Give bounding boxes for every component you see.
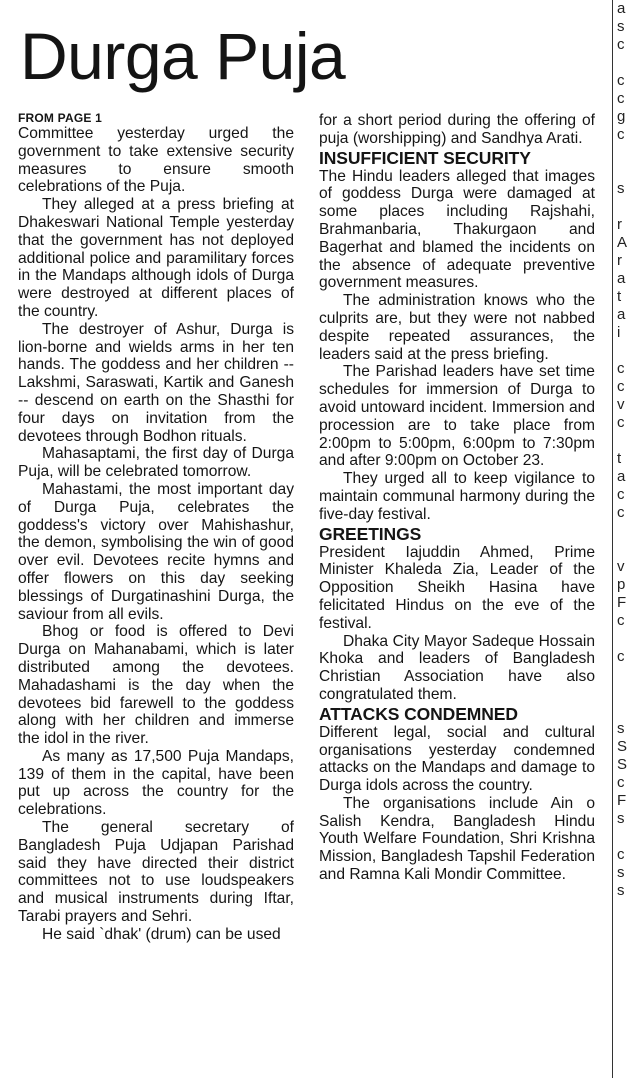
edge-letter [617,342,623,360]
continued-from-label: FROM PAGE 1 [18,111,102,125]
edge-letter: c [617,414,625,431]
edge-letter: c [617,774,625,791]
edge-letter: t [617,288,622,305]
paragraph: Mahasaptami, the first day of Durga Puja, will be celebrated tomorrow. [18,445,294,481]
edge-letter: s [617,864,625,881]
edge-letter: c [617,504,625,521]
edge-letter: c [617,612,625,629]
edge-letter: v [617,558,625,575]
paragraph: Different legal, social and cultural organisations yesterday condemned attacks on the Mandaps and damage to Durga idols across the country. [319,723,595,795]
paragraph: He said `dhak' (drum) can be used [42,925,281,943]
article-column-right [319,112,595,884]
edge-letter [617,522,623,540]
edge-letter: s [617,18,625,35]
edge-letter: c [617,90,625,107]
edge-letter [617,702,623,720]
edge-letter [617,828,623,846]
edge-letter: F [617,792,627,809]
section-heading: ATTACKS CONDEMNED [319,703,518,724]
paragraph: They urged all to keep vigilance to maintain communal harmony during the five-day festival. [319,470,595,523]
edge-letter: p [617,576,626,593]
edge-letter [617,162,623,180]
article-column-left [18,112,294,944]
section-heading: GREETINGS [319,523,422,544]
edge-letter: F [617,594,627,611]
section-heading: INSUFFICIENT SECURITY [319,147,531,168]
edge-letter: A [617,234,627,251]
paragraph: As many as 17,500 Puja Mandaps, 139 of them in the capital, have been put up across the country for the celebrations. [18,747,294,819]
edge-letter: c [617,846,625,863]
edge-letter: t [617,450,622,467]
edge-letter: S [617,756,627,773]
edge-letter: a [617,270,626,287]
edge-letter: a [617,306,626,323]
paragraph: The destroyer of Ashur, Durga is lion-borne and wields arms in her ten hands. The goddess and her children -- Lakshmi, Saraswati, Kartik and Ganesh -- descend on earth on the Shasthi for four days on invitation from the devotees through Bodhon rituals. [18,320,294,445]
edge-letter: a [617,0,626,17]
edge-letter: i [617,324,621,341]
edge-letter: a [617,468,626,485]
paragraph: for a short period during the offering of puja (worshipping) and Sandhya Arati. [319,112,595,147]
paragraph: Dhaka City Mayor Sadeque Hossain Khoka and leaders of Bangladesh Christian Association have also congratulated them. [319,632,595,703]
edge-letter: c [617,126,625,143]
edge-letter [617,144,623,162]
edge-letter [617,540,623,558]
edge-letter: c [617,72,625,89]
paragraph: President Iajuddin Ahmed, Prime Minister Khaleda Zia, Leader of the Opposition Sheikh Hasina have felicitated Hindus on the eve of the festival. [319,543,595,632]
edge-letter [617,666,623,684]
edge-letter: c [617,486,625,503]
edge-letter: s [617,720,625,737]
column-divider [612,0,613,1078]
headline: Durga Puja [20,19,346,93]
paragraph: Mahastami, the most important day of Durga Puja, celebrates the goddess's victory over Mahishashur, the demon, symbolising the win of good over evil. Devotees recite hymns and offer flowers on this day seeking blessings of Durgatinashini Durga, the saviour from all evils. [18,480,294,623]
edge-letter: r [617,252,622,269]
edge-letter [617,684,623,702]
edge-letter: s [617,882,625,899]
edge-letter: s [617,810,625,827]
paragraph: The Hindu leaders alleged that images of goddess Durga were damaged at some places including Rajshahi, Brahmanbaria, Thakurgaon and Bagerhat and blamed the incidents on the absence of adequate preventive government measures. [319,167,595,292]
paragraph: Bhog or food is offered to Devi Durga on Mahanabami, which is later distributed among the devotees. Mahadashami is the day when the devotees bid farewell to the goddess along with her children and immerse the idol in the river. [18,623,294,748]
edge-letter: g [617,108,626,125]
paragraph: The Parishad leaders have set time schedules for immersion of Durga to avoid untoward incident. Immersion and procession are to take place from 2:00pm to 5:00pm, 6:00pm to 7:30pm and after 9:00pm on October 23. [319,363,595,470]
edge-letter [617,432,623,450]
paragraph: The administration knows who the culprits are, but they were not nabbed despite repeated assurances, the leaders said at the press briefing. [319,292,595,363]
edge-letter: c [617,360,625,377]
paragraph: The organisations include Ain o Salish Kendra, Bangladesh Hindu Youth Welfare Foundation, Shri Krishna Mission, Bangladesh Tapshil Federation and Ramna Kali Mondir Committee. [319,794,595,884]
edge-letter [617,54,623,72]
edge-letter: S [617,738,627,755]
paragraph: The general secretary of Bangladesh Puja Udjapan Parishad said they have directed their district committees not to use loudspeakers and musical instruments during Iftar, Tarabi prayers and Sehri. [18,819,294,926]
adjacent-column-edge [617,0,627,1078]
edge-letter: r [617,216,622,233]
paragraph: They alleged at a press briefing at Dhakeswari National Temple yesterday that the government has not deployed additional police and paramilitary forces in the Mandaps although idols of Durga were destroyed at different places of the country. [18,196,294,320]
edge-letter: c [617,36,625,53]
edge-letter: v [617,396,625,413]
edge-letter: c [617,648,625,665]
paragraph: Committee yesterday urged the government to take extensive security measures to ensure smooth celebrations of the Puja. [18,125,294,196]
edge-letter [617,198,623,216]
edge-letter [617,630,623,648]
edge-letter: s [617,180,625,197]
edge-letter: c [617,378,625,395]
